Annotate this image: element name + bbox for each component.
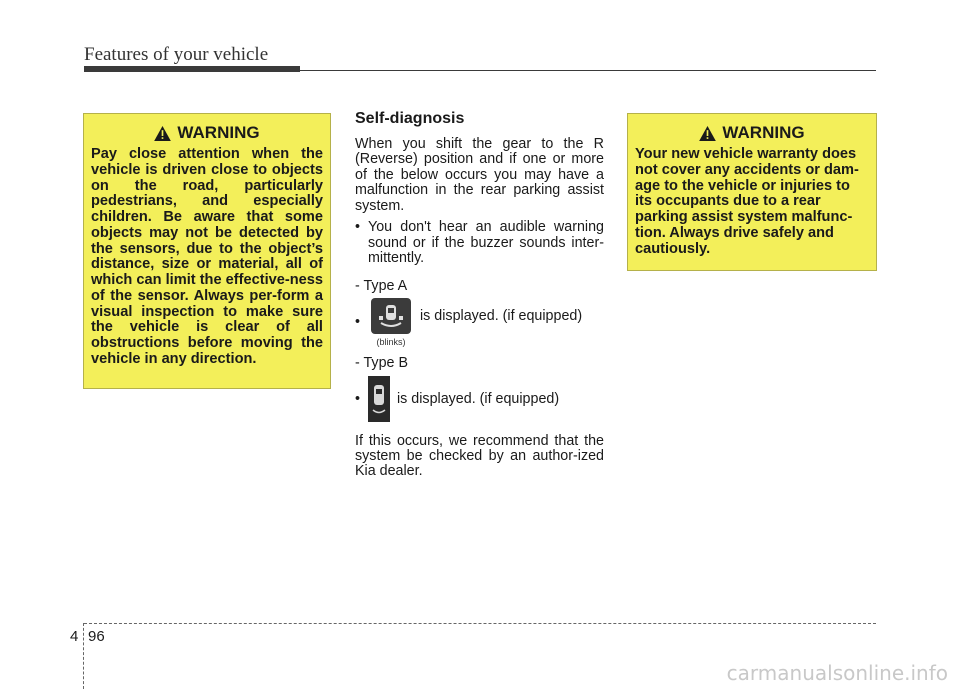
parking-assist-type-b-icon <box>368 376 390 422</box>
bullet-dot: • <box>355 390 361 407</box>
header-rule-thin <box>300 70 876 71</box>
conclusion-paragraph: If this occurs, we recommend that the system be checked by an author-ized Kia dealer. <box>355 432 604 480</box>
chapter-number: 4 <box>70 628 79 645</box>
warning-text: Pay close attention when the vehicle is driven close to objects on the road, particularly pedestrians, and especially children. Be aware that some objects may not be detected by the sensors, due to the object’s distance, size or material, all of which can limit the effective-ness of the sensor. Always per-form a visual inspection to make sure the vehicle is clear of all obstructions before moving the vehicle in any direction. <box>91 146 323 367</box>
parking-assist-type-a-icon <box>371 298 411 334</box>
bullet-dot: • <box>355 314 361 330</box>
type-a-indicator <box>368 298 414 347</box>
warning-title-text: WARNING <box>177 123 260 142</box>
warning-title-text: WARNING <box>722 123 805 142</box>
page-header-title: Features of your vehicle <box>84 44 269 65</box>
type-b-label: - Type B <box>355 354 408 371</box>
bullet-item <box>355 220 604 266</box>
header-rule-thick <box>84 66 300 72</box>
bullet-dot: • <box>355 219 361 236</box>
type-a-label: - Type A <box>355 277 408 294</box>
footer-rule <box>84 623 876 624</box>
warning-triangle-icon <box>154 126 171 141</box>
car-rear-sensor-icon <box>377 302 405 330</box>
type-b-text: is displayed. (if equipped) <box>397 390 560 407</box>
self-diagnosis-section <box>355 110 604 480</box>
type-a-text: is displayed. (if equipped) <box>420 308 583 324</box>
type-b-row <box>355 376 604 422</box>
blinks-caption: (blinks) <box>376 336 406 347</box>
footer-divider <box>83 623 84 689</box>
car-top-view-icon <box>372 381 386 417</box>
warning-triangle-icon <box>699 126 716 141</box>
section-title: Self-diagnosis <box>355 110 465 127</box>
intro-paragraph: When you shift the gear to the R (Reverse) position and if one or more of the below occurs you may have a malfunction in the rear parking assist system. <box>355 136 604 214</box>
warning-text: Your new vehicle warranty does not cover any accidents or dam-age to the vehicle or injuries to its occupants due to a rear parking assist system malfunc-tion. Always drive safely and cautiously. <box>635 146 859 257</box>
warning-box-left <box>83 113 331 389</box>
warning-title <box>91 123 323 143</box>
warning-box-right <box>627 113 877 271</box>
watermark: carmanualsonline.info <box>726 661 948 685</box>
bullet-text: You don't hear an audible warning sound or if the buzzer sounds inter-mittently. <box>368 219 604 267</box>
type-a-row <box>355 298 604 347</box>
page-number: 96 <box>88 628 105 645</box>
warning-title <box>635 123 869 143</box>
